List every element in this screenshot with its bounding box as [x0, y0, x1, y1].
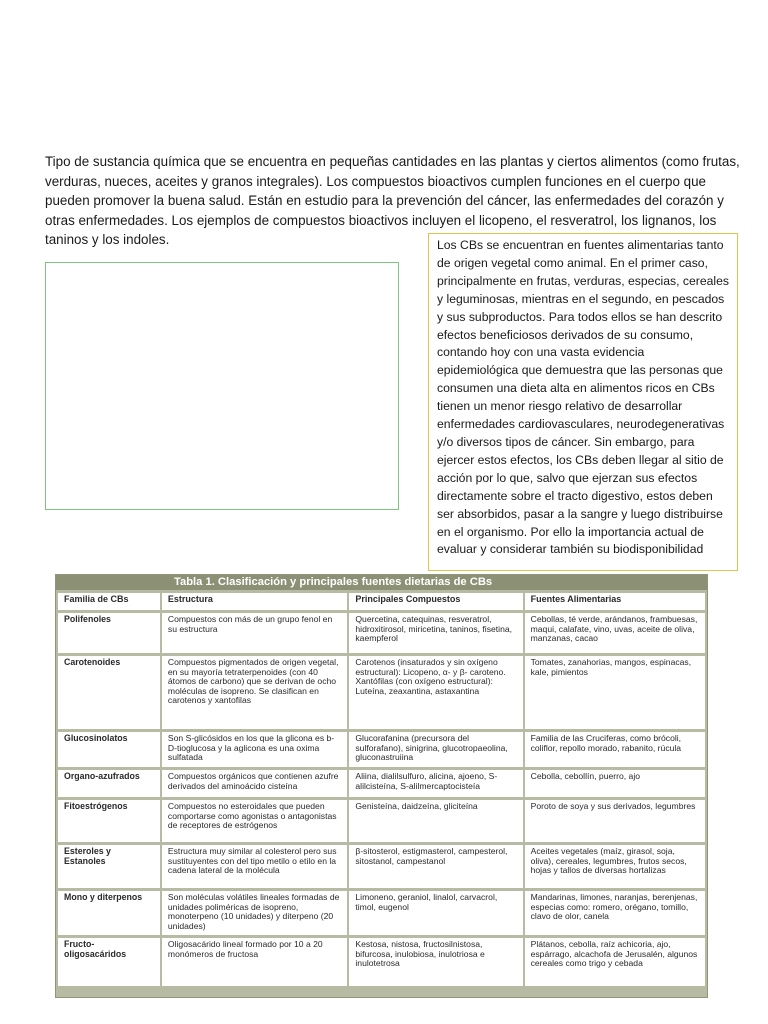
table-title: Tabla 1. Clasificación y principales fuentes dietarias de CBs [56, 575, 707, 590]
cbs-classification-table [55, 574, 708, 998]
cell-fuentes: Cebollas, té verde, arándanos, frambuesas, maqui, calafate, vino, uvas, aceite de oliva, manzanas, cacao [525, 613, 705, 653]
table-row [58, 770, 705, 797]
table-header-row [58, 593, 705, 610]
table-row [58, 656, 705, 729]
empty-text-box[interactable] [45, 262, 399, 510]
header-familia: Familia de CBs [58, 593, 160, 610]
cell-estructura: Compuestos pigmentados de origen vegetal, en su mayoría tetraterpenoides (con 40 átomos de carbono) que se derivan de ocho moléculas de isopreno. Se clasifican en carotenos y xantofilas [162, 656, 347, 729]
cell-estructura: Compuestos no esteroidales que pueden comportarse como agonistas o antagonistas de receptores de estrógenos [162, 800, 347, 842]
cell-compuestos: Genisteína, daidzeína, gliciteína [349, 800, 522, 842]
table-row [58, 732, 705, 767]
intro-paragraph: Tipo de sustancia química que se encuentra en pequeñas cantidades en las plantas y ciertos alimentos (como frutas, verduras, nueces, aceites y granos integrales). Los compuestos bioactivos cumplen funciones en el cuerpo que pueden promover la buena salud. Están en estudio para la prevención del cáncer, las enfermedades del corazón y otras enfermedades. Los ejemplos de compuestos bioactivos incluyen el licopeno, el resveratrol, los lignanos, los taninos y los indoles. [45, 154, 740, 248]
cell-estructura: Son S-glicósidos en los que la glicona es b-D-tioglucosa y la aglicona es una oxima sulfatada [162, 732, 347, 767]
cell-compuestos: Glucorafanina (precursora del sulforafano), sinigrina, glucotropaeolina, gluconastruiina [349, 732, 522, 767]
cbs-text-box[interactable] [428, 233, 738, 571]
table-row [58, 800, 705, 842]
table-row [58, 613, 705, 653]
cell-compuestos: Quercetina, catequinas, resveratrol, hidroxitirosol, miricetina, taninos, fisetina, kaempferol [349, 613, 522, 653]
cell-familia: Polifenoles [58, 613, 160, 653]
header-compuestos: Principales Compuestos [349, 593, 522, 610]
cell-estructura: Son moléculas volátiles lineales formadas de unidades poliméricas de isopreno, monoterpeno (10 unidades) y diterpeno (20 unidades) [162, 891, 347, 935]
cell-fuentes: Aceites vegetales (maíz, girasol, soja, oliva), cereales, legumbres, frutos secos, hojas y tallos de diversas hortalizas [525, 845, 705, 888]
cell-fuentes: Plátanos, cebolla, raíz achicoria, ajo, espárrago, alcachofa de Jerusalén, algunos cereales como trigo y cebada [525, 938, 705, 986]
cell-fuentes: Poroto de soya y sus derivados, legumbres [525, 800, 705, 842]
cell-compuestos: Aliina, dialilsulfuro, alicina, ajoeno, S-alilcisteína, S-alilmercaptocisteía [349, 770, 522, 797]
cell-familia: Glucosinolatos [58, 732, 160, 767]
cell-familia: Esteroles y Estanoles [58, 845, 160, 888]
table-row [58, 845, 705, 888]
cbs-table-grid [56, 590, 707, 989]
table-row [58, 938, 705, 986]
cell-familia: Organo-azufrados [58, 770, 160, 797]
cell-compuestos: β-sitosterol, estigmasterol, campesterol, sitostanol, campestanol [349, 845, 522, 888]
header-fuentes: Fuentes Alimentarias [525, 593, 705, 610]
table-row [58, 891, 705, 935]
cell-compuestos: Carotenos (insaturados y sin oxígeno estructural): Licopeno, α- y β- caroteno. Xantófilas (con oxígeno estructural): Luteína, zeaxantina, astaxantina [349, 656, 522, 729]
cell-estructura: Compuestos con más de un grupo fenol en su estructura [162, 613, 347, 653]
cell-estructura: Estructura muy similar al colesterol pero sus sustituyentes con del tipo metilo o etilo en la cadena lateral de la molécula [162, 845, 347, 888]
cell-familia: Mono y diterpenos [58, 891, 160, 935]
cell-estructura: Oligosacárido lineal formado por 10 a 20 monómeros de fructosa [162, 938, 347, 986]
cell-fuentes: Mandarinas, limones, naranjas, berenjenas, especias como: romero, orégano, tomillo, clavo de olor, canela [525, 891, 705, 935]
cbs-paragraph: Los CBs se encuentran en fuentes alimentarias tanto de origen vegetal como animal. En el primer caso, principalmente en frutas, verduras, especias, cereales y leguminosas, mientras en el segundo, en pescados y sus subproductos. Para todos ellos se han descrito efectos beneficiosos derivados de su consumo, contando hoy con una vasta evidencia epidemiológica que demuestra que las personas que consumen una dieta alta en alimentos ricos en CBs tienen un menor riesgo relativo de desarrollar enfermedades cardiovasculares, neurodegenerativas y/o diversos tipos de cáncer. Sin embargo, para ejercer estos efectos, los CBs deben llegar al sitio de acción por lo que, salvo que ejerzan sus efectos directamente sobre el tracto digestivo, estos deben ser absorbidos, pasar a la sangre y luego distribuirse en el organismo. Por ello la importancia actual de evaluar y considerar también su biodisponibilidad [437, 238, 729, 557]
header-estructura: Estructura [162, 593, 347, 610]
cell-estructura: Compuestos orgánicos que contienen azufre derivados del aminoácido cisteína [162, 770, 347, 797]
cell-fuentes: Cebolla, cebollín, puerro, ajo [525, 770, 705, 797]
cell-fuentes: Tomates, zanahorias, mangos, espinacas, kale, pimientos [525, 656, 705, 729]
cell-familia: Fructo-oligosacáridos [58, 938, 160, 986]
cell-compuestos: Limoneno, geraniol, linalol, carvacrol, timol, eugenol [349, 891, 522, 935]
cell-fuentes: Familia de las Cruciferas, como brócoli, coliflor, repollo morado, rabanito, rúcula [525, 732, 705, 767]
cell-familia: Carotenoides [58, 656, 160, 729]
cell-familia: Fitoestrógenos [58, 800, 160, 842]
cell-compuestos: Kestosa, nistosa, fructosilnistosa, bifurcosa, inulobiosa, inulotriosa e inulotetrosa [349, 938, 522, 986]
